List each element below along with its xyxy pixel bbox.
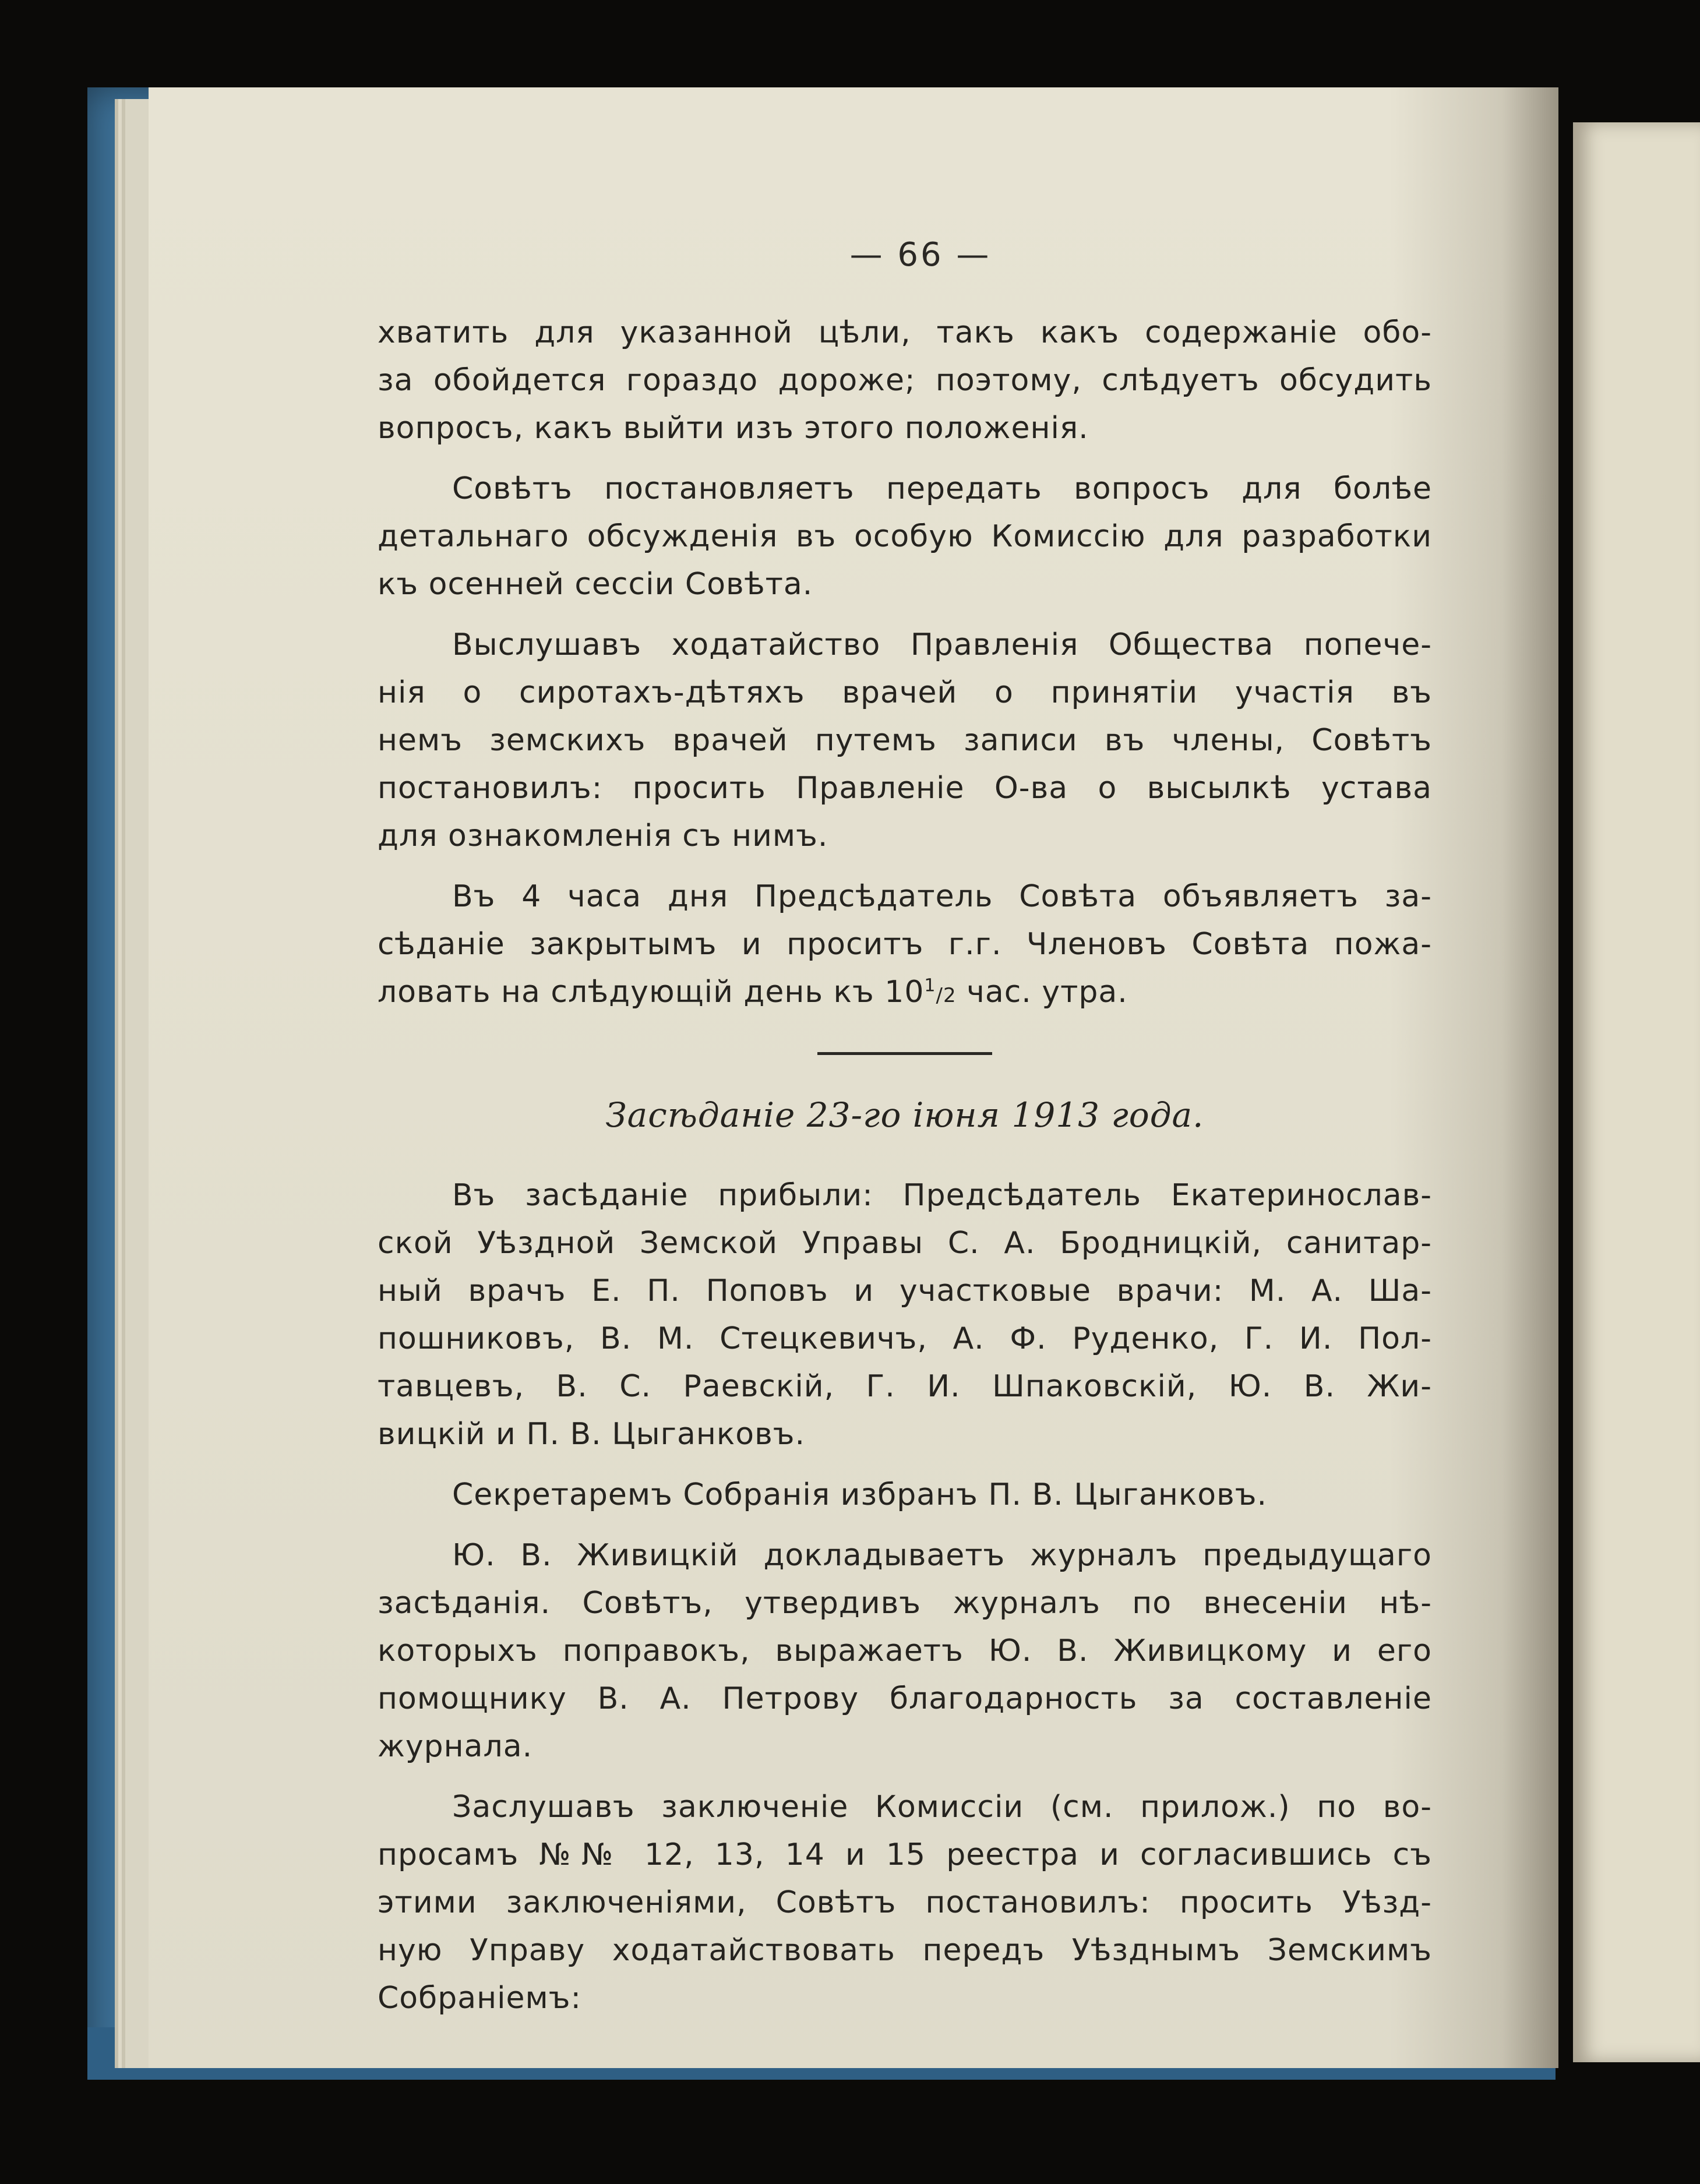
text-line: хватить для указанной цѣли, такъ какъ содержаніе обо- [378,315,1432,350]
section-divider [817,1052,992,1055]
paragraph-5 [378,1172,1432,1458]
text-line: сѣданіе закрытымъ и проситъ г.г. Членовъ Совѣта пожа- [378,927,1432,962]
fraction-denominator: /2 [936,984,957,1007]
text-line: ную Управу ходатайствовать передъ Уѣзднымъ Земскимъ [378,1933,1432,1968]
text-line: помощнику В. А. Петрову благодарность за составленіе [378,1681,1432,1716]
text-line: Секретаремъ Собранія избранъ П. В. Цыганковъ. [452,1477,1267,1512]
text-line: вопросъ, какъ выйти изъ этого положенія. [378,411,1089,446]
superscript: 1 [924,975,936,996]
text-line: ный врачъ Е. П. Поповъ и участковые врачи: М. А. Ша- [378,1273,1432,1308]
text-line: Въ 4 часа дня Предсѣдатель Совѣта объявляетъ за- [452,879,1432,914]
text-line: Собраніемъ: [378,1981,581,2016]
section-heading: Засѣданіе 23-го іюня 1913 года. [605,1095,1204,1135]
paragraph-1 [378,309,1432,452]
page-number: — 66 — [849,236,992,274]
text-fragment: час. утра. [956,975,1128,1010]
text-line: Совѣтъ постановляетъ передать вопросъ для болѣе [452,471,1432,506]
text-line: Выслушавъ ходатайство Правленія Общества попече- [452,627,1432,662]
text-line: тавцевъ, В. С. Раевскій, Г. И. Шпаковскій, Ю. В. Жи- [378,1369,1432,1404]
paragraph-3 [378,621,1432,860]
text-line: къ осенней сессіи Совѣта. [378,567,813,602]
text-line: для ознакомленія съ нимъ. [378,818,828,853]
paragraph-7 [378,1532,1432,1770]
text-line: вицкій и П. В. Цыганковъ. [378,1417,805,1452]
text-line: Ю. В. Живицкій докладываетъ журналъ предыдущаго [452,1538,1432,1573]
text-line: Заслушавъ заключеніе Комиссіи (см. прилож.) по во- [452,1790,1432,1825]
paragraph-8 [378,1783,1432,2022]
paragraph-2 [378,465,1432,608]
text-line: Въ засѣданіе прибыли: Предсѣдатель Екатеринослав- [452,1178,1432,1213]
text-line: постановилъ: просить Правленіе О-ва о высылкѣ устава [378,771,1432,806]
text-line: этими заключеніями, Совѣтъ постановилъ: просить Уѣзд- [378,1885,1432,1920]
text-fragment: ловать на слѣдующій день къ 10 [378,975,925,1010]
text-line: ской Уѣздной Земской Управы С. А. Бродницкій, санитар- [378,1226,1432,1261]
text-line: за обойдется гораздо дороже; поэтому, слѣдуетъ обсудить [378,363,1432,398]
paragraph-6 [378,1471,1432,1519]
text-line: пошниковъ, В. М. Стецкевичъ, А. Ф. Руденко, Г. И. Пол- [378,1321,1432,1356]
text-line: нія о сиротахъ-дѣтяхъ врачей о принятіи участія въ [378,675,1432,710]
text-line: детальнаго обсужденія въ особую Комиссію для разработки [378,519,1432,554]
text-line: журнала. [378,1729,533,1764]
text-line: немъ земскихъ врачей путемъ записи въ члены, Совѣтъ [378,723,1432,758]
text-line [378,968,1432,1019]
text-line: засѣданія. Совѣтъ, утвердивъ журналъ по внесеніи нѣ- [378,1586,1432,1621]
paragraph-4 [378,873,1432,1019]
text-line: которыхъ поправокъ, выражаетъ Ю. В. Живицкому и его [378,1633,1432,1668]
text-line: просамъ №№ 12, 13, 14 и 15 реестра и согласившись съ [378,1837,1432,1872]
facing-page-edge [1573,122,1700,2062]
page-text [378,309,1432,2035]
